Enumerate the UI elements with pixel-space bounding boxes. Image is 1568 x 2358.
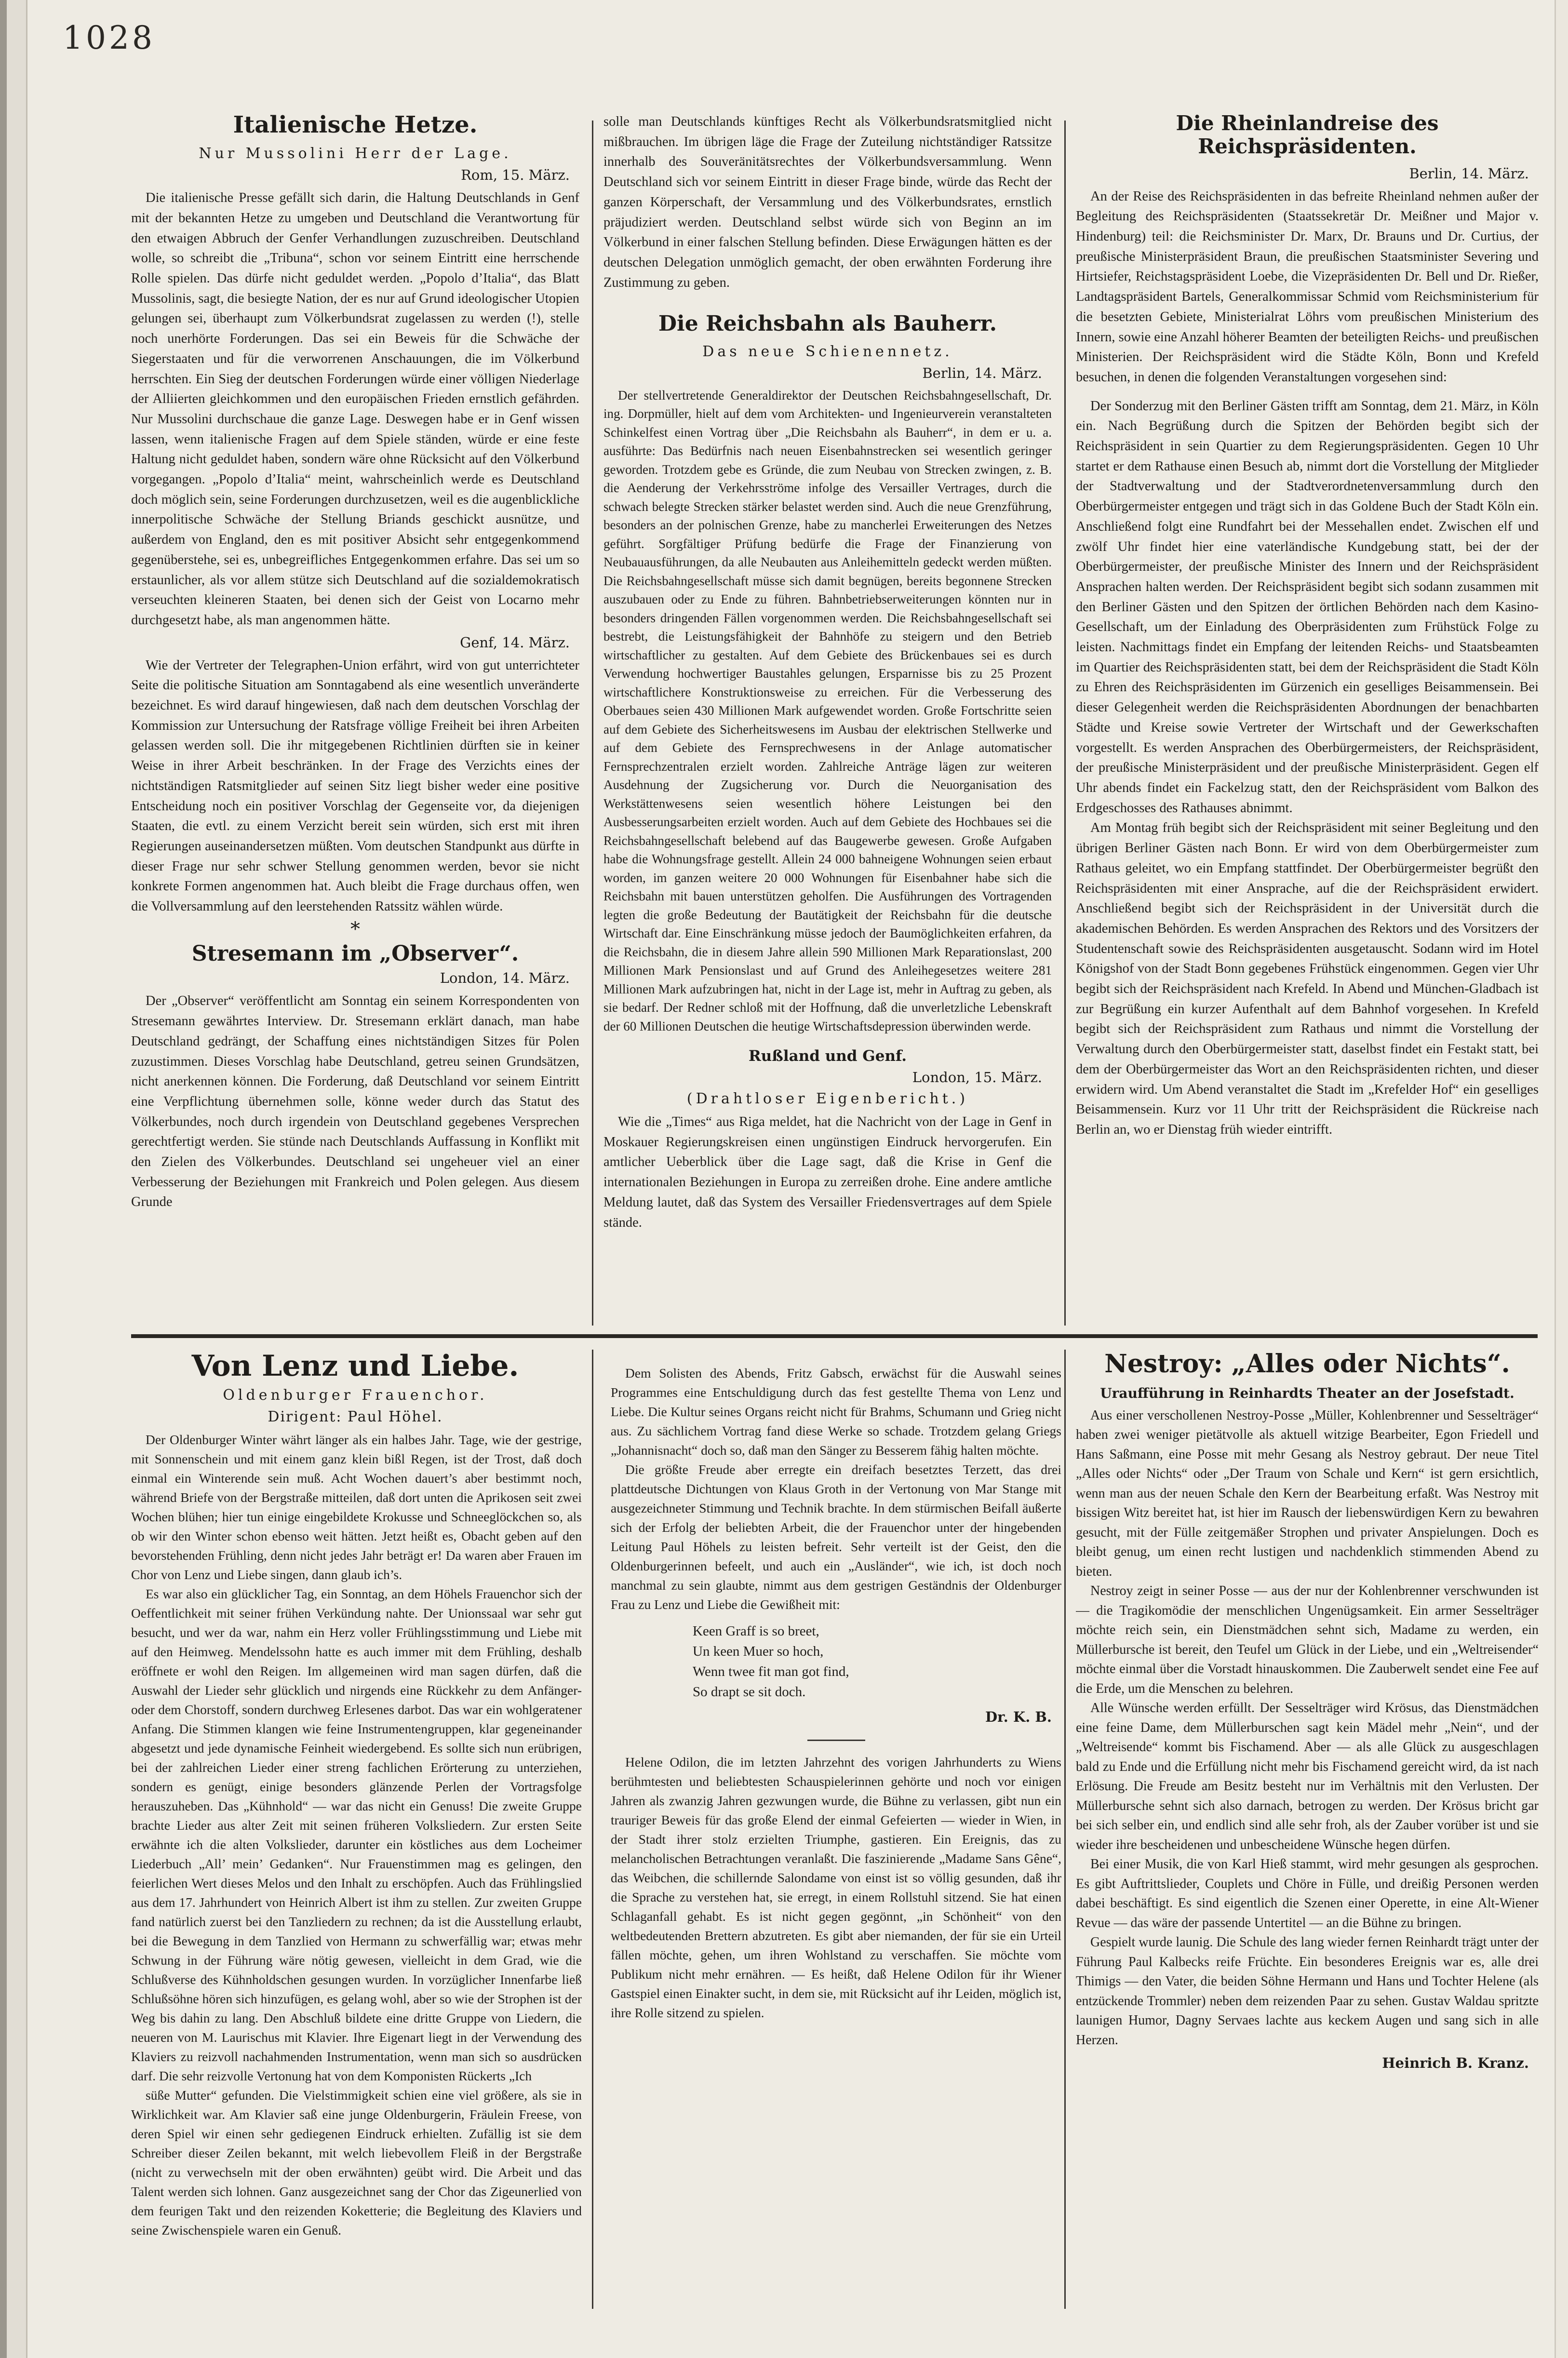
page-left-margin (7, 0, 27, 2358)
verse-line: Un keen Muer so hoch, (693, 1644, 824, 1659)
article-paragraph: An der Reise des Reichspräsidenten in das befreite Rheinland nehmen außer der Begleitung des Reichspräsidenten (Staatssekretär Dr. Meißner und Major v. Hindenburg) teil: die Reichsminister Dr. Marx, Dr. Brauns und Dr. Curtius, der preußische Ministerpräsident Braun, die preußischen Staatsminister Severing und Hirtsiefer, Reichstagspräsident Loebe, die Vizepräsidenten Dr. Bell und Dr. Rießer, Landtagspräsident Bartels, Generalkommissar Schmid vom Reichsministerium für die besetzten Gebiete, Ministerialrat Löhrs vom preußischen Ministerium des Innern, sowie eine Anzahl höherer Beamten der beteiligten Reichs- und preußischen Ministerien. Der Reichspräsident wird die Städte Köln, Bonn und Krefeld besuchen, in denen die folgenden Veranstaltungen vorgesehen sind: (1076, 188, 1539, 385)
author-signature: Dr. K. B. (985, 1709, 1052, 1725)
article-headline: Rußland und Genf. (748, 1047, 907, 1065)
page-number: 1028 (63, 19, 155, 56)
verse-line: Wenn twee fit man got find, (693, 1664, 849, 1679)
article-paragraph: Alle Wünsche werden erfüllt. Der Sesselträger wird Krösus, das Dienstmädchen eine feine Dame, dem Müllerburschen sagt kein Mädel mehr „Nein“, und der „Weltreisende“ kommt bis Fischamend. Aber — als alle Glück zu ausgeschlagen bald zu Ende und die Erfüllung nicht mehr bis Fischamend gereicht wird, da ist nach Erlösung. Die Freude am Besitz besteht nur im Verhältnis mit den Verlusten. Der Müllerbursche sehnt sich also darnach, betrogen zu werden. Der Krösus bricht gar bei sich selber ein, und endlich sind alle sehr froh, als der Zauber vorüber ist und sie wieder ihre bescheidenen und unbescheidene Wünsche hegen dürfen. (1076, 1701, 1539, 1852)
article-headline: Nestroy: „Alles oder Nichts“. (1104, 1350, 1510, 1379)
author-signature: Heinrich B. Kranz. (1382, 2055, 1529, 2072)
article-von-lenz-und-liebe (131, 1350, 1061, 2309)
article-paragraph: Helene Odilon, die im letzten Jahrzehnt des vorigen Jahrhunderts zu Wiens berühmtesten und beliebtesten Schauspielerinnen gehörte und noch vor einigen Jahren als zwanzig Jahren gezwungen wurde, die Bühne zu verlassen, gibt nun ein trauriger Beweis für das große Elend der einmal Gefeierten — wieder in Wien, in der Stadt ihrer stolz erzielten Triumphe, gastieren. Ein Ereignis, das zu melancholischen Betrachtungen veranlaßt. Die faszinierende „Madame Sans Gêne“, das Weibchen, die schillernde Salondame von einst ist so völlig gesunden, daß ihr die Sprache zu verstehen hat, sie erregt, in einem Rollstuhl sitzend. Sie hat einen Schlaganfall gehabt. Es ist nicht gegen gegönnt, „in Schönheit“ von den weltbedeutenden Brettern abzutreten. Es gibt aber niemanden, der für sie ein Urteil fällen möchte, gehen, um ihren Wohlstand zu verschaffen. Sie möchte vom Publikum nicht mehr ernähren. — Es heißt, daß Helene Odilon für ihr Wiener Gastspiel einen Einakter sucht, in dem sie, mit Rücksicht auf ihr Leiden, möglich ist, ihre Rolle sitzend zu spielen. (611, 1755, 1061, 2020)
article-subhead: Dirigent: Paul Höhel. (268, 1408, 443, 1425)
article-headline: Die Rheinlandreise des Reichspräsidenten. (1176, 112, 1439, 159)
article-subhead: Uraufführung in Reinhardts Theater an der Josefstadt. (1100, 1385, 1514, 1401)
article-paragraph: süße Mutter“ gefunden. Die Vielstimmigkeit schien eine viel größere, als sie in Wirklichkeit war. Am Klavier saß eine junge Oldenburgerin, Fräulein Freese, von deren Spiel wir einen sehr gediegenen Eindruck erhielten. Zufällig ist sie dem Schreiber dieser Zeilen bekannt, mit welch liebevollem Fleiß in der Bergstraße (nicht zu verwechseln mit der oben erwähnten) geübt wird. Die Arbeit und das Talent werden sich lohnen. Ganz ausgezeichnet sang der Chor das Zigeunerlied von dem feurigen Takt und den reizenden Koketterie; die Begleitung des Klaviers und seine Zwischenspiele waren ein Genuß. (131, 2088, 582, 2237)
article-nestroy (1076, 1350, 1539, 2309)
article-subhead: (Drahtloser Eigenbericht.) (686, 1090, 969, 1108)
article-paragraph: Aus einer verschollenen Nestroy-Posse „Müller, Kohlenbrenner und Sesselträger“ haben zwei weniger pietätvolle als aktuell witzige Bearbeiter, Egon Friedell und Hans Saßmann, eine Posse mit mehr Gesang als Nestroy gebraut. Der neue Titel „Alles oder Nichts“ oder „Der Traum von Schale und Kern“ ist gern ersichtlich, wenn man aus der neuen Schale den Kern der Bearbeitung erfaßt. Was Nestroy mit bissigen Witz bereitet hat, ist hier im Rausch der liebenswürdigen Kern zu bewahren gesucht, mit der Fülle zeitgemäßer Strophen und privater Anspielungen. Doch es bleibt genug, um einen recht lustigen und nachdenklich stimmenden Abend zu bieten. (1076, 1407, 1539, 1579)
section-rule (131, 1334, 1538, 1338)
article-subhead: Oldenburger Frauenchor. (223, 1387, 488, 1404)
article-paragraph: solle man Deutschlands künftiges Recht als Völkerbundsratsmitglied nicht mißbrauchen. Im übrigen läge die Frage der Zuteilung nichtständiger Ratssitze innerhalb des Souveränitätsrechtes der Völkerbundsversammlung. Wenn Deutschland sich vor seinem Eintritt in dieser Frage binde, würde das Recht der ganzen Körperschaft, der Versammlung und des Völkerbundsrates, ernstlich präjudiziert werden. Deutschland selbst würde sich von Beginn an im Völkerbund in einer falschen Stellung befinden. Diese Erwägungen hätten es der deutschen Delegation unmöglich gemacht, der oben erwähnten Forderung ihre Zustimmung zu geben. (603, 114, 1052, 290)
article-headline: Italienische Hetze. (233, 112, 478, 138)
article-paragraph: Die italienische Presse gefällt sich darin, die Haltung Deutschlands in Genf mit der bekannten Hetze zu umgeben und Deutschland die Verantwortung für den etwaigen Abbruch der Genfer Verhandlungen zuzuschreiben. Deutschland wolle, so schreibt die „Tribuna“, schon vor seinem Eintritt eine herrschende Rolle spielen. Das dürfe nicht geduldet werden. „Popolo d’Italia“, das Blatt Mussolinis, sagt, die besiegte Nation, der es nur auf Grund ideologischer Utopien gelungen sei, überhaupt zum Völkerbundsrat zugelassen zu werden (!), stelle noch unerhörte Forderungen. Das sei ein Beweis für die Schwäche der Siegerstaaten und für die verworrenen Anschauungen, die im Völkerbund herrschten. Ein Sieg der deutschen Forderungen würde einer völligen Niederlage der Alliierten gleichkommen und den europäischen Frieden ernstlich gefährden. Nur Mussolini durchschaue die ganze Lage. Deswegen habe er in Genf wissen lassen, wenn italienische Fragen auf dem Spiele ständen, würde er eine feste Haltung nicht geduldet haben, sondern wäre ohne Rücksicht auf den Völkerbund vorgegangen. „Popolo d’Italia“ meint, wahrscheinlich werde es Deutschland doch möglich sein, seine Forderungen durchzusetzen, weil es die augenblickliche innerpolitische Schwäche der Stellung Briands geschickt ausnütze, und außerdem von England, den es mit positiver Absicht sehr entgegenkommend gegenüberstehe, sei es, unbegreifliches Entgegenkommen erfahre. Das sei um so erstaunlicher, als vor allem stütze sich Deutschland auf die sozialdemokratisch verseuchten kleineren Staaten, bei denen sich der Geist von Locarno mehr durchgesetzt habe, als man angenommen hätte. (131, 190, 579, 628)
article-reichsbahn (603, 112, 1052, 1329)
article-paragraph: Dem Solisten des Abends, Fritz Gabsch, erwächst für die Auswahl seines Programmes eine Entschuldigung durch das fest gestellte Thema von Lenz und Liebe. Die Kultur seines Organs reicht nicht für Brahms, Schumann und Grieg nicht aus. Zu sächlichem Vortrag fand diese Werke so schade. Trotzdem gelang Griegs „Johannisnacht“ doch so, daß man den Sänger zu Besserem fähig halten möchte. (611, 1366, 1061, 1458)
verse-line: So drapt se sit doch. (693, 1684, 806, 1700)
article-paragraph: Die größte Freude aber erregte ein dreifach besetztes Terzett, das drei plattdeutsche Dichtungen von Klaus Groth in der Vertonung von Mar Stange mit ausgezeichneter Stimmung und Technik brachte. In dem stürmischen Beifall äußerte sich der Erfolg der beliebten Arbeit, die der Frauenchor unter der hingebenden Leitung Paul Höhels zu leisten befreit. Sehr verteilt ist der Geist, den die Oldenburgerinnen befeelt, und auch ein „Ausländer“, wie ich, ist doch noch manchmal zu sein glaubte, nimmt aus dem gestrigen Geständnis der Oldenburger Frau zu Lenz und Liebe die Gewißheit mit: (611, 1462, 1061, 1612)
article-paragraph: Wie der Vertreter der Telegraphen-Union erfährt, wird von gut unterrichteter Seite die politische Situation am Sonntagabend als eine wesentlich unveränderte bezeichnet. Es wird darauf hingewiesen, daß nach dem deutschen Vorschlag der Kommission zur Untersuchung der Ratsfrage völlige Freiheit bei ihren Arbeiten gelassen werden soll. Die ihr mitgegebenen Richtlinien dürften sie in keiner Weise in ihrer Arbeit beschränken. In der Frage des Verzichts eines der nichtständigen Ratsmitglieder auf seinen Sitz liegt bisher weder eine positive Entscheidung noch ein positiver Vorschlag der Gegenseite vor, da diejenigen Staaten, die evtl. zu einem Verzicht bereit sein würden, sich erst mit ihren Regierungen auseinandersetzen müßten. Vom deutschen Standpunkt aus dürfte in dieser Frage nur sehr schwer Stellung genommen werden, bevor sie nicht konkrete Formen angenommen hat. Auch bleibt die Frage durchaus offen, wen die Vollversammlung auf den leerstehenden Ratssitz wählen würde. (131, 657, 579, 914)
verse-line: Keen Graff is so breet, (693, 1623, 819, 1639)
article-paragraph: Der Oldenburger Winter währt länger als ein halbes Jahr. Tage, wie der gestrige, mit Sonnenschein und mit einem ganz klein bißl Regen, ist der Trost, daß doch einmal ein Winterende sein muß. Acht Wochen dauert’s aber bestimmt noch, während Briefe von der Bergstraße mitteilen, daß dort unten die Aprikosen seit zwei Wochen blühen; hier tun einige eingebildete Krokusse und Schneeglöckchen so, als ob wir den Winter schon ebenso weit hätten. Jetzt heißt es, Obacht geben auf den bevorstehenden Frühling, denn nicht jedes Jahr beträgt er! Da waren aber Frauen im Chor von Lenz und Liebe singen, dann glaub ich’s. (131, 1432, 582, 1582)
column-rule (1064, 121, 1066, 1326)
article-italienische-hetze (131, 112, 579, 1329)
article-subhead: Das neue Schienennetz. (702, 343, 953, 360)
article-paragraph: Gespielt wurde launig. Die Schule des lang wieder fernen Reinhardt trägt unter der Führung Paul Kalbecks reife Früchte. Ein besonderes Ereignis war es, alle drei Thimigs — den Vater, die beiden Söhne Hermann und Hans und Tochter Helene (als entzückende Trommler) neben dem reizenden Paar zu sehen. Gustav Waldau spritzte launigen Humor, Dagny Servaes lachte aus keckem Augen und sang sich in alle Herzen. (1076, 1935, 1539, 2048)
column-rule (1064, 1350, 1066, 2309)
dateline: Berlin, 14. März. (1409, 165, 1529, 182)
article-headline: Von Lenz und Liebe. (191, 1350, 519, 1383)
article-paragraph: Nestroy zeigt in seiner Posse — aus der nur der Kohlenbrenner verschwunden ist — die Tragikomödie der menschlichen Ungenügsamkeit. Ein armer Sesselträger möchte reich sein, ein Dienstmädchen sehnt sich, Madame zu werden, ein Müllerbursche ist bereit, den Teufel um Glück in der Liebe, und ein „Weltreisender“ möchte einmal über die Vorstadt hinauskommen. Die Zauberwelt sendet eine Fee auf die Erde, um die Menschen zu belehren. (1076, 1583, 1539, 1696)
dateline: London, 15. März. (912, 1069, 1042, 1086)
short-rule (807, 1740, 865, 1741)
scan-binding-edge (0, 0, 7, 2358)
article-paragraph: Der stellvertretende Generaldirektor der Deutschen Reichsbahngesellschaft, Dr. ing. Dorpmüller, hielt auf dem vom Architekten- und Ingenieurverein veranstalteten Schinkelfest einen Vortrag über „Die Reichsbahn als Bauherr“, in dem er u. a. ausführte: Das Bedürfnis nach neuen Eisenbahnstrecken sei wesentlich geringer geworden. Trotzdem gebe es Gründe, die zum Neubau von Strecken zwingen, z. B. die Aenderung der Verkehrsströme infolge des Versailler Vertrages, durch die schwach belegte Strecken stärker belastet werden sind. Auch die neue Grenzführung, besonders an der polnischen Grenze, habe zu mancherlei Erweiterungen des Netzes geführt. Sorgfältiger Prüfung bedürfe die Frage der Finanzierung von Neubauausführungen, da alle Neubauten aus Anleihemitteln gedeckt werden müßten. Die Reichsbahngesellschaft müsse sich damit begnügen, bereits begonnene Strecken auszubauen oder zu Ende zu führen. Bahnbetriebserweiterungen könnten nur in besonders dringenden Fällen vorgenommen werden. Die Reichsbahngesellschaft sei bestrebt, die Leistungsfähigkeit der Bahnhöfe zu steigern und den Betrieb wirtschaftlicher zu gestalten. Auf dem Gebiete des Brückenbaues sei es durch Verwendung hochwertiger Baustahles gelungen, Ersparnisse bis zu 25 Prozent wirtschaftlichere Konstruktionsweise zu erreichen. Für die Verbesserung des Oberbaues seien 430 Millionen Mark aufgewendet worden. Große Fortschritte seien auf dem Gebiete des Sicherheitswesens im Ausbau der elektrischen Stellwerke und auf dem Gebiete des Fernsprechwesens in der Anlage automatischer Fernsprechzentralen erzielt worden. Zahlreiche Anträge lägen zur weiteren Ausdehnung der Zugsicherung vor. Durch die Neuorganisation des Werkstättenwesens seien wesentlich höhere Leistungen bei den Ausbesserungsarbeiten erzielt worden. Auch auf dem Gebiete des Hochbaues sei die Reichsbahngesellschaft belebend auf das Baugewerbe gewesen. Große Aufgaben habe die Wohnungsfrage gestellt. Allein 24 000 bahneigene Wohnungen seien erbaut worden, im ganzen weitere 20 000 Wohnungen für Eisenbahner habe sich die Reichsbahn mit bauen unterstützen geholfen. Die Ausführungen des Vortragenden legten die große Bedeutung der Bautätigkeit der Reichsbahn für die deutsche Wirtschaft dar. Eine Einschränkung müsse jedoch der Baumöglichkeiten erfahren, da die Reichsbahn, die in diesem Jahre allein 590 Millionen Mark Reparationslast, 200 Millionen Mark Pensionslast und auf Grund des Anleihegesetzes weitere 281 Millionen Mark aufzubringen hat, nicht in der Lage ist, mehr in Auftrag zu geben, als sie bedarf. Der Redner schloß mit der Hoffnung, daß die unverletzliche Lebenskraft der 60 Millionen Deutschen die heutige Wirtschaftsdepression überwinden werde. (603, 388, 1052, 1033)
article-headline: Die Reichsbahn als Bauherr. (658, 311, 997, 336)
article-rheinlandreise (1076, 112, 1539, 1329)
article-paragraph: Bei einer Musik, die von Karl Hieß stammt, wird mehr gesungen als gesprochen. Es gibt Auftrittslieder, Couplets und Chöre in Fülle, und dreißig Personen werden dabei beschäftigt. Es sind eigentlich die Szenen einer Operette, in eine Alt-Wiener Revue — das wäre der passende Untertitel — an die Bühne zu bringen. (1076, 1857, 1539, 1930)
article-paragraph: Der Sonderzug mit den Berliner Gästen trifft am Sonntag, dem 21. März, in Köln ein. Nach Begrüßung durch die Spitzen der Behörden begibt sich der Reichspräsident in sein Quartier zu dem Regierungspräsidenten. Gegen 10 Uhr startet er dem Rathause einen Besuch ab, nimmt dort die Vorstellung der Mitglieder der Stadtverwaltung und der Stadtverordnetenversammlung durch den Oberbürgermeister entgegen und trägt sich in das Goldene Buch der Stadt Köln ein. Anschließend folgt eine Rundfahrt bei der Messehallen endet. Zwischen elf und zwölf Uhr findet hier eine vaterländische Kundgebung statt, bei der der Oberbürgermeister, der preußische Minister des Innern und der Reichspräsident Ansprachen halten werden. Der Reichspräsident begibt sich sodann zusammen mit den Berliner Gästen und den Spitzen der örtlichen Behörden nach dem Kasino-Gesellschaft, um der Einladung des Oberpräsidenten zum Frühstück Folge zu leisten. Nachmittags findet ein Empfang der leitenden Reichs- und Staatsbeamten im Quartier des Reichspräsidenten statt, bei dem der Reichspräsident die Stadt Köln zu Ehren des Reichspräsidenten im Gürzenich ein geselliges Beisammensein. Bei dieser Gelegenheit werden die Reichspräsidenten Abordnungen der benachbarten Städte und Kreise sowie Vertreter der Wirtschaft und der Gewerkschaften vorgestellt. Es werden Ansprachen des Oberbürgermeisters, der Reichspräsident, der preußische Ministerpräsident und der preußische Ministerpräsident. Gegen elf Uhr abends findet ein Fackelzug statt, den der Reichspräsident vom Balkon des Erdgeschosses des Rathauses abnimmt. (1076, 398, 1539, 816)
article-paragraph: Der „Observer“ veröffentlicht am Sonntag ein seinem Korrespondenten von Stresemann gewährtes Interview. Dr. Stresemann erklärt danach, man habe Deutschland gedrängt, der Schaffung eines nichtständigen Sitzes für Polen zuzustimmen. Dieses Vorschlag habe Deutschland, getreu seinen Grundsätzen, nicht anerkennen können. Die Forderung, daß Deutschland vor seinem Eintritt eine Verpflichtung übernehmen solle, könne weder durch das Statut des Völkerbundes, noch durch irgendein von Deutschland gegebenes Versprechen gerechtfertigt werden. Sie stünde nach Deutschlands Auffassung in Konflikt mit den Zielen des Völkerbundes. Deutschland sei ungeheuer viel an einer Verbesserung der Beziehungen mit Frankreich und Polen gelegen. Aus diesem Grunde (131, 993, 579, 1210)
column-rule (592, 121, 593, 1326)
article-headline: Stresemann im „Observer“. (191, 941, 519, 966)
article-paragraph: Es war also ein glücklicher Tag, ein Sonntag, an dem Höhels Frauenchor sich der Oeffentlichkeit mit seiner frühen Verkündung nahte. Der Unionssaal war sehr gut besucht, und wer da war, nahm ein Herz voller Frühlingsstimmung und Liebe mit auf den Heimweg. Mendelssohn hatte es auch immer mit dem Frühling, deshalb eröffnete er wohl den Reigen. Im allgemeinen wird man sagen dürfen, daß die Auswahl der Lieder sehr glücklich und nirgends eine Rückkehr zu dem Anfänger- oder dem Chorstoff, sondern durchweg Erlesenes darbot. Das war ein wohlgeratener Anfang. Die Stimmen klangen wie feine Instrumentengruppen, klar gegeneinander abgesetzt und jede dynamische Feinheit wiedergebend. Es sollte sich nun erübrigen, bei der zahlreichen Lieder einer streng fachlichen Erörterung zu unterziehen, sondern es genügt, einige besonders glänzende Perlen der Vortragsfolge herauszuheben. Das „Kühnhold“ — war das nicht ein Genuss! Die zweite Gruppe brachte Lieder aus alter Zeit mit seinen früheren Volksliedern. Zur ersten Seite erwähnte ich die alten Volkslieder, darunter ein köstliches aus dem Locheimer Liederbuch „All’ mein’ Gedanken“. Nur Frauenstimmen mag es gelingen, den feierlichen Wert dieses Melos und den Inhalt zu erschöpfen. Auch das Frühlingslied aus dem 17. Jahrhundert von Heinrich Albert ist ihm zu stellen. Zur zweiten Gruppe fand natürlich zuerst bei den Tanzliedern zu rechnen; da ist die Ausstellung erlaubt, bei die Bewegung in dem Tanzlied von Hermann zu schwerfällig war; etwas mehr Schwung in der Führung wäre nötig gewesen, vielleicht in dem Grad, wie die Schlußverse des Kühnholdschen gesungen wurden. In vorzüglicher Innenfarbe ließ Schlußsöhne hören sich hinzufügen, es gelang wohl, aber so wie der Strophen ist der Weg bis dahin zu lang. Den Abschluß bildete eine dritte Gruppe von Liedern, die neueren von M. Laurischus mit Klavier. Ihre Eigenart liegt in der Verwendung des Klaviers zu reizvoll nachahmenden Instrumentation, wenn man sich so ausdrücken darf. Die sehr reizvolle Vertonung hat von dem Komponisten Rückerts „Ich (131, 1586, 582, 2083)
article-subhead: Nur Mussolini Herr der Lage. (199, 145, 512, 162)
separator-asterisk: * (350, 918, 360, 940)
poem-verse (693, 1621, 1061, 1702)
article-paragraph: Wie die „Times“ aus Riga meldet, hat die Nachricht von der Lage in Genf in Moskauer Regierungskreisen einen ungünstigen Eindruck hervorgerufen. Ein amtlicher Ueberblick über die Lage sagt, daß die Krise in Genf die internationalen Beziehungen in Europa zu zerreißen drohe. Eine andere amtliche Meldung lautet, daß das System des Versailler Friedensvertrages auf dem Spiele stände. (603, 1114, 1052, 1230)
dateline: Berlin, 14. März. (922, 364, 1042, 381)
dateline: Genf, 14. März. (460, 634, 570, 651)
dateline: London, 14. März. (440, 970, 570, 987)
article-paragraph: Am Montag früh begibt sich der Reichspräsident mit seiner Begleitung und den übrigen Berliner Gästen nach Bonn. Er wird von dem Oberbürgermeister zum Rathaus geleitet, wo ein Empfang stattfindet. Der Oberbürgermeister begrüßt den Reichspräsidenten mit einer Ansprache, auf die der Reichspräsident erwidert. Anschließend begibt sich der Reichspräsident in der Universität durch die akademischen Behörden. Es werden Ansprachen des Rektors und des Vorsitzers der Studentenschaft sowie des Reichspräsidenten ausgetauscht. Sodann wird im Hotel Königshof von der Stadt Bonn gegebenes Frühstück eingenommen. Gegen vier Uhr begibt sich der Reichspräsident nach Krefeld. In Abend und München-Gladbach ist zur Begrüßung ein kurzer Aufenthalt auf dem Bahnhof vorgesehen. In Krefeld begibt sich der Reichspräsident zum Rathaus und nimmt die Vorstellung der Verwaltung durch den Oberbürgermeister statt, daselbst findet ein Festakt statt, bei dem der Oberbürgermeister das Wort an den Reichspräsidenten richten, und dieser erwidern wird. Um Abend veranstaltet die Stadt im „Krefelder Hof“ ein geselliges Beisammensein. Kurz vor 11 Uhr tritt der Reichspräsident die Rückreise nach Berlin an, wo er Dienstag früh wieder eintrifft. (1076, 820, 1539, 1137)
feuilleton-columns (131, 1364, 1061, 2241)
page-right-margin (1555, 0, 1568, 2358)
dateline: Rom, 15. März. (461, 167, 570, 184)
